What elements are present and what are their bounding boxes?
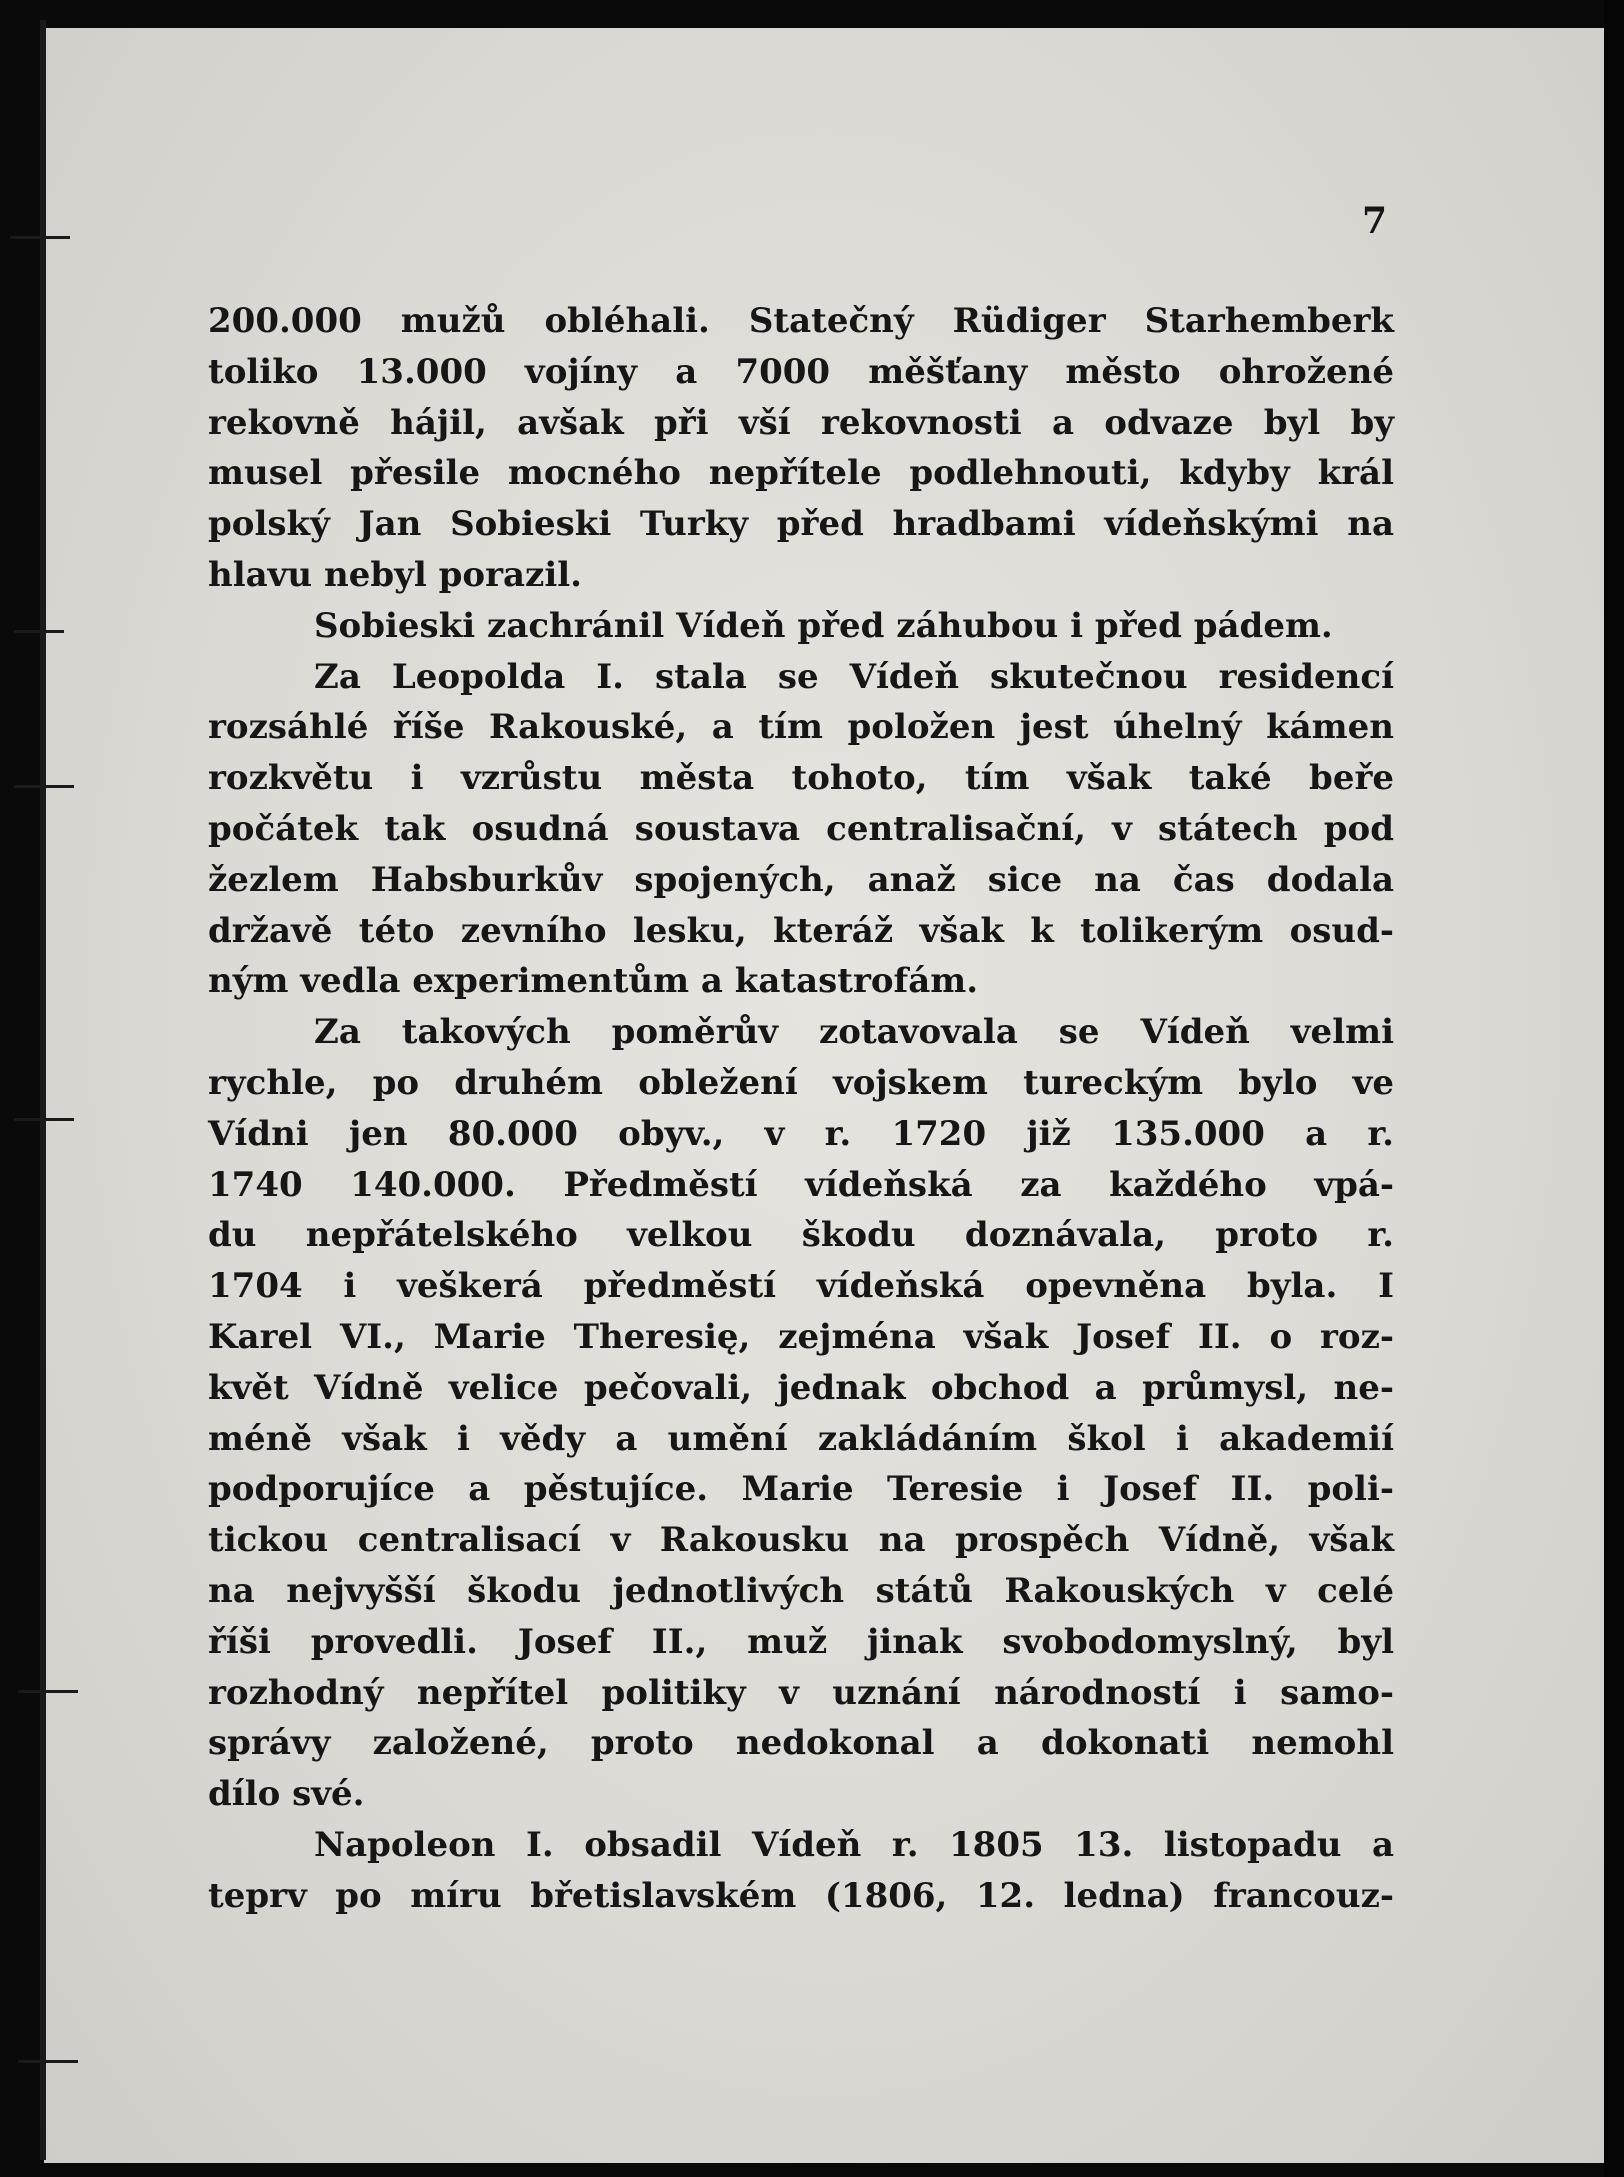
text-line: rychle, po druhém obležení vojskem tureckým bylo ve — [208, 1062, 1394, 1103]
text-line: toliko 13.000 vojíny a 7000 měšťany město ohrožené — [208, 351, 1394, 392]
text-line: rozsáhlé říše Rakouské, a tím položen jest úhelný kámen — [208, 707, 1394, 748]
body-text — [208, 296, 1394, 1922]
margin-mark — [10, 236, 70, 239]
text-line: 1740 140.000. Předměstí vídeňská za každého vpá- — [208, 1164, 1394, 1205]
text-line: květ Vídně velice pečovali, jednak obchod a průmysl, ne- — [208, 1367, 1394, 1408]
text-line: žezlem Habsburkův spojených, anaž sice na čas dodala — [208, 859, 1394, 900]
text-line: rekovně hájil, avšak při vší rekovnosti a odvaze byl by — [208, 402, 1394, 443]
text-line: Vídni jen 80.000 obyv., v r. 1720 již 135.000 a r. — [208, 1113, 1394, 1154]
margin-mark — [18, 1690, 78, 1693]
text-line: správy založené, proto nedokonal a dokonati nemohl — [208, 1723, 1394, 1764]
text-line: Napoleon I. obsadil Vídeň r. 1805 13. listopadu a — [314, 1824, 1394, 1865]
text-line: na nejvyšší škodu jednotlivých států Rakouských v celé — [208, 1570, 1394, 1611]
text-line: ným vedla experimentům a katastrofám. — [208, 961, 979, 1002]
margin-mark — [14, 1118, 74, 1121]
text-line: hlavu nebyl porazil. — [208, 554, 582, 595]
text-line: Za takových poměrův zotavovala se Vídeň velmi — [314, 1012, 1394, 1053]
text-line: podporujíce a pěstujíce. Marie Teresie i Josef II. poli- — [208, 1469, 1394, 1510]
text-line: musel přesile mocného nepřítele podlehnouti, kdyby král — [208, 453, 1394, 494]
text-line: polský Jan Sobieski Turky před hradbami vídeňskými na — [208, 504, 1394, 545]
margin-mark — [18, 2060, 78, 2063]
text-line: rozhodný nepřítel politiky v uznání národností i samo- — [208, 1672, 1394, 1713]
margin-mark — [14, 630, 64, 633]
text-line: počátek tak osudná soustava centralisační, v státech pod — [208, 808, 1394, 849]
scan-border — [1604, 0, 1624, 2177]
text-line: tickou centralisací v Rakousku na prospěch Vídně, však — [208, 1520, 1394, 1561]
text-line: méně však i vědy a umění zakládáním škol i akademií — [208, 1418, 1394, 1459]
text-line: říši provedli. Josef II., muž jinak svobodomyslný, byl — [208, 1621, 1394, 1662]
margin-mark — [14, 785, 74, 788]
text-line: rozkvětu i vzrůstu města tohoto, tím však také beře — [208, 758, 1394, 799]
page-number: 7 — [1362, 200, 1388, 242]
binding-edge — [40, 20, 46, 2160]
text-line: državě této zevního lesku, kteráž však k tolikerým osud- — [208, 910, 1394, 951]
text-line: Za Leopolda I. stala se Vídeň skutečnou residencí — [314, 656, 1394, 697]
text-line: 1704 i veškerá předměstí vídeňská opevněna byla. I — [208, 1266, 1394, 1307]
text-line: teprv po míru břetislavském (1806, 12. ledna) francouz- — [208, 1875, 1394, 1916]
text-line: Karel VI., Marie Theresię, zejména však Josef II. o roz- — [208, 1316, 1394, 1357]
text-line: Sobieski zachránil Vídeň před záhubou i před pádem. — [314, 605, 1333, 646]
text-line: 200.000 mužů obléhali. Statečný Rüdiger Starhemberk — [208, 301, 1394, 341]
text-line: du nepřátelského velkou škodu doznávala, proto r. — [208, 1215, 1394, 1256]
text-line: dílo své. — [208, 1774, 365, 1815]
